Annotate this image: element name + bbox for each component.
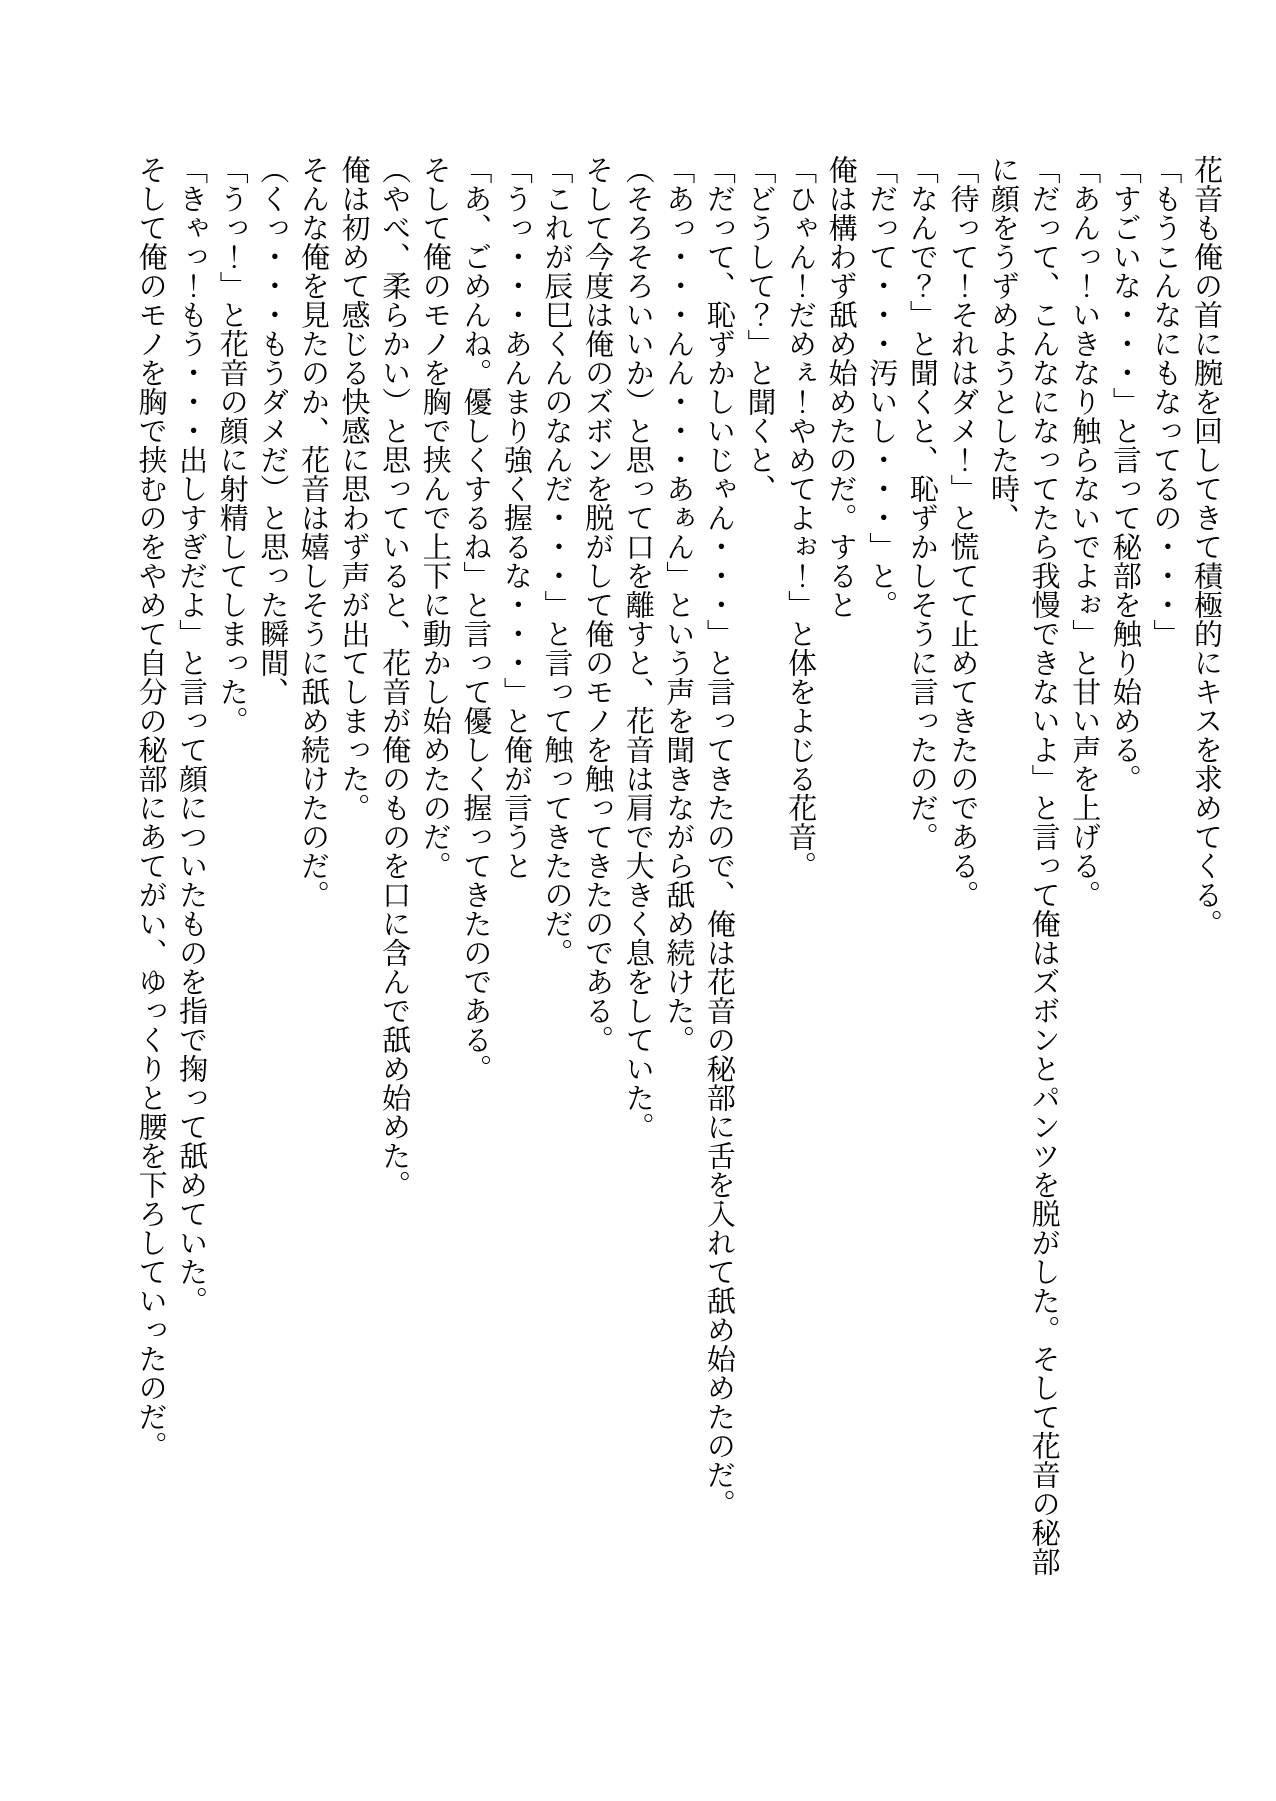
- paragraph: 「あんっ！いきなり触らないでよぉ」と甘い声を上げる。: [1068, 155, 1101, 909]
- paragraph: 「どうして？」と聞くと、: [743, 155, 776, 503]
- paragraph: 花音も俺の首に腕を回してきて積極的にキスを求めてくる。: [1190, 155, 1222, 938]
- paragraph: 「これが辰巳くんのなんだ・・・」と言って触ってきたのだ。: [540, 155, 573, 967]
- paragraph: そして俺のモノを胸で挟むのをやめて自分の秘部にあてがい、ゆっくりと腰を下ろしていったのだ。: [134, 155, 167, 1460]
- paragraph: （そろそろいいか）と思って口を離すと、花音は肩で大きく息をしていた。: [621, 155, 654, 1141]
- paragraph: 「あっ・・・んん・・・あぁん」という声を聞きながら舐め続けた。: [662, 155, 695, 1054]
- paragraph: 「だって・・・汚いし・・・」と。: [865, 155, 898, 619]
- paragraph: 「ひゃん！だめぇ！やめてよぉ！」と体をよじる花音。: [784, 155, 817, 880]
- paragraph: 「うっ・・・あんまり強く握るな・・・」と俺が言うと: [499, 155, 532, 880]
- paragraph: 「なんで？」と聞くと、恥ずかしそうに言ったのだ。: [905, 155, 938, 851]
- paragraph: 俺は初めて感じる快感に思わず声が出てしまった。: [337, 155, 370, 822]
- paragraph: 「だって、恥ずかしいじゃん・・・」と言ってきたので、俺は花音の秘部に舌を入れて舐め始めたのだ。: [702, 155, 735, 1518]
- paragraph: 「あ、ごめんね。優しくするね」と言って優しく握ってきたのである。: [459, 155, 492, 1083]
- paragraph: そして今度は俺のズボンを脱がして俺のモノを触ってきたのである。: [581, 155, 614, 1054]
- paragraph: 俺は構わず舐め始めたのだ。すると: [824, 155, 857, 619]
- paragraph: （くっ・・・もうダメだ）と思った瞬間、: [256, 155, 289, 706]
- paragraph: 「うっ！」と花音の顔に射精してしまった。: [215, 155, 248, 735]
- paragraph: 「もうこんなにもなってるの・・・」: [1149, 155, 1182, 648]
- paragraph: そして俺のモノを胸で挟んで上下に動かし始めたのだ。: [418, 155, 451, 880]
- paragraph: そんな俺を見たのか、花音は嬉しそうに舐め続けたのだ。: [296, 155, 329, 909]
- paragraph: 「きゃっ！もう・・・出しすぎだよ」と言って顔についたものを指で掬って舐めていた。: [175, 155, 208, 1315]
- paragraph: 「待って！それはダメ！」と慌てて止めてきたのである。: [946, 155, 979, 909]
- paragraph: （やべ、柔らかい）と思っていると、花音が俺のものを口に含んで舐め始めた。: [378, 155, 411, 1199]
- vertical-text-block: [130, 155, 1226, 1585]
- paragraph: 「だって、こんなになってたら我慢できないよ」と言って俺はズボンとパンツを脱がした。そして花音の秘部に顔をうずめようとした時、: [987, 155, 1060, 1576]
- paragraph: 「すごいな・・・」と言って秘部を触り始める。: [1108, 155, 1141, 793]
